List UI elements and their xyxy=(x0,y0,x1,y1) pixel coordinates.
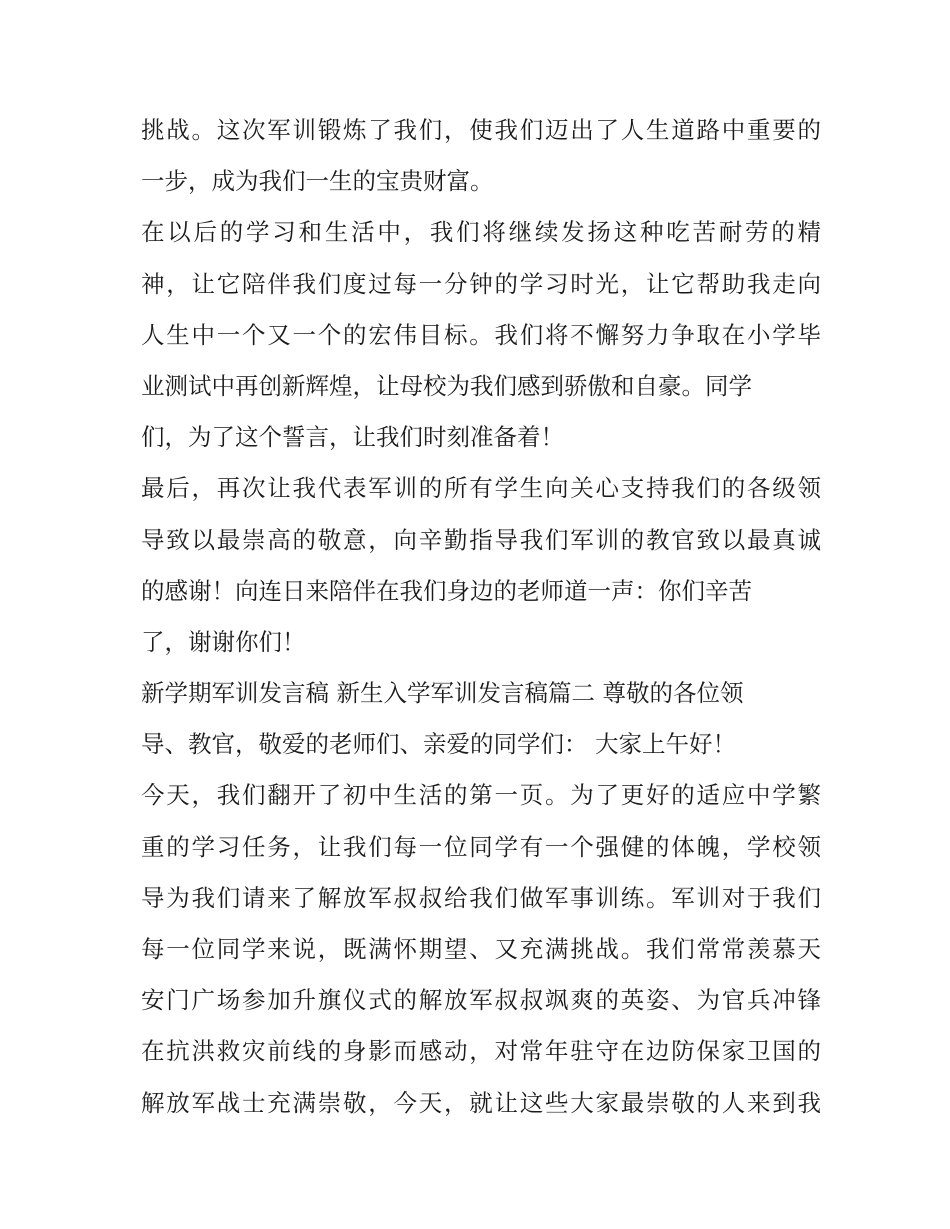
text-line: 的感谢！向连日来陪伴在我们身边的老师道一声：你们辛苦 xyxy=(141,576,752,605)
text-line: 人生中一个又一个的宏伟目标。我们将不懈努力争取在小学毕 xyxy=(141,320,821,349)
text-line: 在抗洪救灾前线的身影而感动，对常年驻守在边防保家卫国的 xyxy=(141,1037,821,1066)
text-line: 今天，我们翻开了初中生活的第一页。为了更好的适应中学繁 xyxy=(141,781,821,810)
text-line: 每一位同学来说，既满怀期望、又充满挑战。我们常常羡慕天 xyxy=(141,935,821,963)
text-line: 重的学习任务，让我们每一位同学有一个强健的体魄，学校领 xyxy=(141,832,821,861)
text-line: 在以后的学习和生活中，我们将继续发扬这种吃苦耐劳的精 xyxy=(141,218,821,247)
text-line: 神，让它陪伴我们度过每一分钟的学习时光，让它帮助我走向 xyxy=(141,269,821,298)
text-line: 安门广场参加升旗仪式的解放军叔叔飒爽的英姿、为官兵冲锋 xyxy=(141,986,821,1015)
text-line: 最后，再次让我代表军训的所有学生向关心支持我们的各级领 xyxy=(141,474,821,503)
text-line: 了，谢谢你们！ xyxy=(141,627,306,656)
text-line: 导、教官，敬爱的老师们、亲爱的同学们： 大家上午好！ xyxy=(141,730,736,759)
body-text xyxy=(141,105,821,1129)
text-line: 一步，成为我们一生的宝贵财富。 xyxy=(141,167,494,196)
text-line: 们，为了这个誓言，让我们时刻准备着！ xyxy=(141,423,564,452)
text-line: 业测试中再创新辉煌，让母校为我们感到骄傲和自豪。同学 xyxy=(141,371,752,400)
text-line: 新学期军训发言稿 新生入学军训发言稿篇二 尊敬的各位领 xyxy=(141,679,744,708)
text-line: 挑战。这次军训锻炼了我们，使我们迈出了人生道路中重要的 xyxy=(141,116,821,144)
text-line: 导致以最崇高的敬意，向辛勤指导我们军训的教官致以最真诚 xyxy=(141,525,821,554)
text-line: 解放军战士充满崇敬，今天，就让这些大家最崇敬的人来到我 xyxy=(141,1088,821,1117)
text-line: 导为我们请来了解放军叔叔给我们做军事训练。军训对于我们 xyxy=(141,883,821,912)
